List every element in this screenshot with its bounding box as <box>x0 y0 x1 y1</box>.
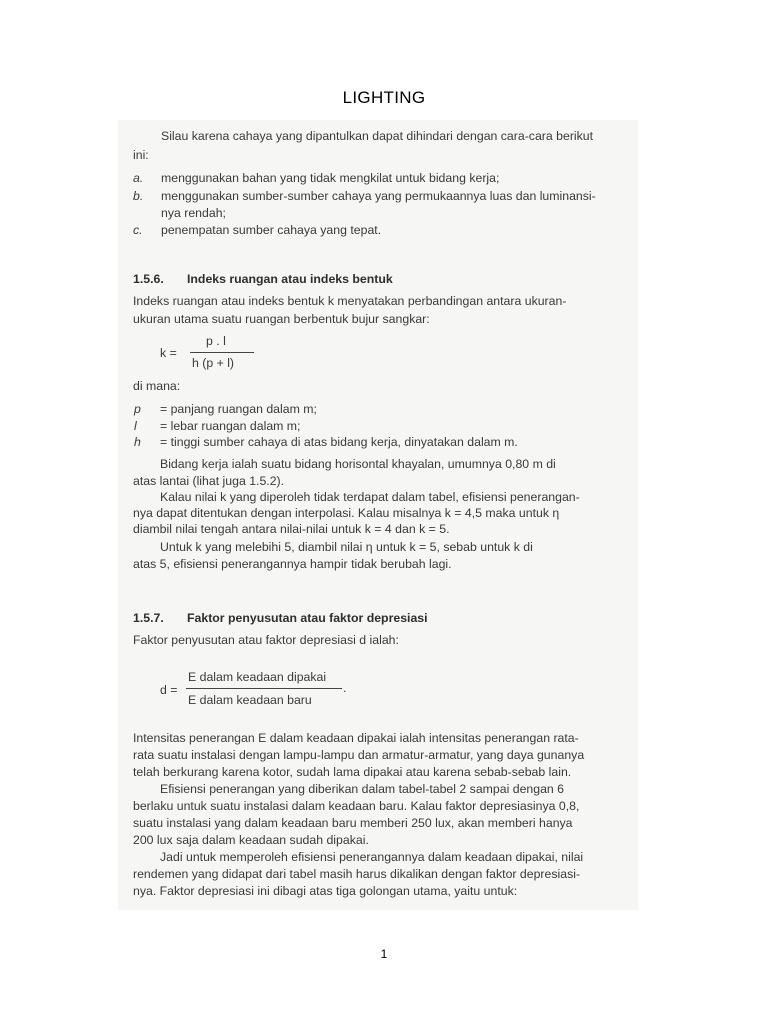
section-156-line-4: nya dapat ditentukan dengan interpolasi. Kalau misalnya k = 4,5 maka untuk η <box>133 506 560 520</box>
section-157-line-4: Efisiensi penerangan yang diberikan dalam tabel-tabel 2 sampai dengan 6 <box>160 782 565 796</box>
intro-line-1: Silau karena cahaya yang dipantulkan dapat dihindari dengan cara-cara berikut <box>161 129 594 143</box>
formula-d-numerator: E dalam keadaan dipakai <box>188 670 327 684</box>
formula-k-lhs: k = <box>160 346 177 360</box>
section-157-line-3: telah berkurang karena kotor, sudah lama dipakai atau karena sebab-sebab lain. <box>133 765 572 779</box>
intro-line-2: ini: <box>133 148 149 162</box>
list-item-b: menggunakan sumber-sumber cahaya yang permukaannya luas dan luminansi- <box>161 189 596 203</box>
section-156-line-6: Untuk k yang melebihi 5, diambil nilai η untuk k = 5, sebab untuk k di <box>160 540 533 554</box>
section-156-line-3: Kalau nilai k yang diperoleh tidak terdapat dalam tabel, efisiensi penerangan- <box>160 490 580 504</box>
list-item-b-cont: nya rendah; <box>161 206 226 220</box>
page-title: LIGHTING <box>342 88 426 107</box>
section-157-line-1: Intensitas penerangan E dalam keadaan dipakai ialah intensitas penerangan rata- <box>133 731 579 745</box>
def-text-p: = panjang ruangan dalam m; <box>160 402 317 416</box>
section-157-line-8: Jadi untuk memperoleh efisiensi penerangannya dalam keadaan dipakai, nilai <box>160 850 584 864</box>
page-number: 1 <box>380 947 388 961</box>
formula-d-end: . <box>343 681 347 695</box>
list-item-c: penempatan sumber cahaya yang tepat. <box>161 223 382 237</box>
list-item-a: menggunakan bahan yang tidak mengkilat untuk bidang kerja; <box>161 171 500 185</box>
formula-d-fraction-bar <box>186 688 342 689</box>
def-symbol-l: l <box>134 419 137 433</box>
def-text-l: = lebar ruangan dalam m; <box>160 419 301 433</box>
section-156-para-line-1: Indeks ruangan atau indeks bentuk k menyatakan perbandingan antara ukuran- <box>133 294 567 308</box>
di-mana-label: di mana: <box>133 379 181 393</box>
section-156-line-1: Bidang kerja ialah suatu bidang horisontal khayalan, umumnya 0,80 m di <box>160 457 556 471</box>
section-156-line-2: atas lantai (lihat juga 1.5.2). <box>133 474 285 488</box>
section-157-line-9: rendemen yang didapat dari tabel masih harus dikalikan dengan faktor depresiasi- <box>133 867 581 881</box>
formula-k-numerator: p . l <box>206 334 226 348</box>
section-157-intro: Faktor penyusutan atau faktor depresiasi d ialah: <box>133 633 399 647</box>
formula-k-fraction-bar <box>190 352 254 353</box>
def-text-h: = tinggi sumber cahaya di atas bidang kerja, dinyatakan dalam m. <box>160 435 518 449</box>
section-157-line-10: nya. Faktor depresiasi ini dibagi atas tiga golongan utama, yaitu untuk: <box>133 884 518 898</box>
section-156-line-5: diambil nilai tengah antara nilai-nilai untuk k = 4 dan k = 5. <box>133 522 450 536</box>
def-symbol-p: p <box>134 402 141 416</box>
section-157-number: 1.5.7. <box>133 611 164 625</box>
section-156-number: 1.5.6. <box>133 272 164 286</box>
list-marker-c: c. <box>133 223 143 237</box>
section-157-line-2: rata suatu instalasi dengan lampu-lampu dan armatur-armatur, yang daya gunanya <box>133 748 585 762</box>
formula-d-lhs: d = <box>160 683 178 697</box>
list-marker-b: b. <box>133 189 144 203</box>
section-157-line-6: suatu instalasi yang dalam keadaan baru memberi 250 lux, akan memberi hanya <box>133 816 573 830</box>
formula-d-denominator: E dalam keadaan baru <box>188 693 312 707</box>
def-symbol-h: h <box>134 435 141 449</box>
section-156-line-7: atas 5, efisiensi penerangannya hampir tidak berubah lagi. <box>133 557 452 571</box>
formula-k-denominator: h (p + l) <box>192 356 235 370</box>
section-156-para-line-2: ukuran utama suatu ruangan berbentuk bujur sangkar: <box>133 312 430 326</box>
section-157-line-7: 200 lux saja dalam keadaan sudah dipakai. <box>133 833 369 847</box>
section-157-line-5: berlaku untuk suatu instalasi dalam keadaan baru. Kalau faktor depresiasinya 0,8, <box>133 799 580 813</box>
section-156-heading: Indeks ruangan atau indeks bentuk <box>187 272 393 286</box>
list-marker-a: a. <box>133 171 144 185</box>
section-157-heading: Faktor penyusutan atau faktor depresiasi <box>187 611 428 625</box>
